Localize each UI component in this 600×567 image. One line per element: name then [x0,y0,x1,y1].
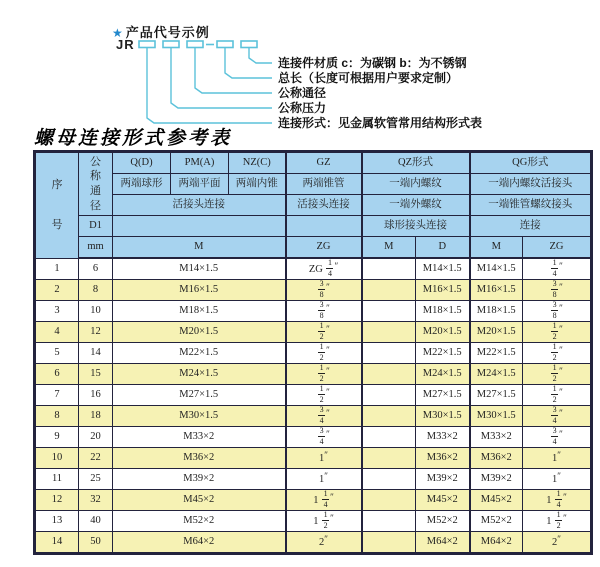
table-row [35,301,592,322]
inch-mark: ″ [559,302,563,313]
table-cell [523,385,592,406]
code-box-4 [217,41,233,48]
table-cell: 14 [79,343,113,364]
table-cell: 1 $\frac{1}{4}$ ″ [286,490,362,511]
table-cell: M24×1.5 [113,364,286,385]
header-end-gz: 两端锥管 [286,174,362,195]
table-row [35,385,592,406]
table-cell: 1″ [523,448,592,469]
table-cell: M22×1.5 [470,343,523,364]
table-cell: 13 [35,511,79,532]
inch-mark: ″ [326,365,330,376]
diagram-label-connection-form: 连接形式：见金属软管常用结构形式表 [278,116,483,130]
fraction: $\frac{1}{4}$ [552,258,557,278]
table-cell: M20×1.5 [470,322,523,343]
header-unit-zg: ZG [286,237,362,259]
table-cell: 1″ [523,469,592,490]
fraction: $\frac{3}{4}$ [319,405,324,425]
table-cell [362,469,416,490]
table-cell [362,280,416,301]
header-end-qd: 两端球形 [113,174,171,195]
table-cell: 1″ [286,448,362,469]
header-d1: D1 [79,216,113,237]
table-cell [286,427,362,448]
table-row [35,343,592,364]
table-cell: 50 [79,532,113,554]
header-empty-cell [286,216,362,237]
fraction: $\frac{1}{2}$ [556,510,561,530]
table-cell: M30×1.5 [470,406,523,427]
table-cell: 2″ [523,532,592,554]
inch-mark: ″ [557,471,561,482]
table-cell: 5 [35,343,79,364]
inch-mark: ″ [557,450,561,461]
header-unit-m: M [113,237,286,259]
table-cell [362,448,416,469]
table-cell [286,301,362,322]
table-cell: M39×2 [113,469,286,490]
header-unit-qg-m: M [470,237,523,259]
header-unit-qg-zg: ZG [523,237,592,259]
fraction: $\frac{1}{2}$ [552,321,557,341]
table-cell: M14×1.5 [470,258,523,280]
table-cell: 16 [79,385,113,406]
table-cell: 2 [35,280,79,301]
inch-mark: ″ [559,365,563,376]
fraction: $\frac{3}{8}$ [552,300,557,320]
table-row [35,364,592,385]
inch-mark: ″ [559,344,563,355]
table-cell: 2″ [286,532,362,554]
header-unit-qz-m: M [362,237,416,259]
code-box-1 [139,41,155,48]
table-cell: 9 [35,427,79,448]
header-seq: 序 号 [35,152,79,259]
table-row [35,469,592,490]
table-cell: 1 [35,258,79,280]
table-cell: ZG $\frac{1}{4}$ ″ [286,258,362,280]
fraction: $\frac{1}{2}$ [319,321,324,341]
table-row [35,406,592,427]
fraction: $\frac{1}{2}$ [319,384,324,404]
fraction: $\frac{1}{2}$ [552,342,557,362]
header-code-gz: GZ [286,152,362,174]
table-cell: M33×2 [470,427,523,448]
header-connection: 连接 [470,216,592,237]
table-cell [286,385,362,406]
table-cell: 10 [79,301,113,322]
table-cell: 8 [79,280,113,301]
table-cell: M64×2 [113,532,286,554]
inch-mark: ″ [326,428,330,439]
table-cell [362,490,416,511]
table-cell [362,385,416,406]
code-box-3 [187,41,203,48]
table-cell: 32 [79,490,113,511]
header-code-qg: QG形式 [470,152,592,174]
table-cell [362,322,416,343]
table-cell: M45×2 [416,490,470,511]
table-cell: 8 [35,406,79,427]
header-empty-cell [113,216,286,237]
table-cell [362,301,416,322]
table-cell [286,343,362,364]
fraction: $\frac{1}{4}$ [556,489,561,509]
table-cell [523,406,592,427]
header-row-units [35,237,592,259]
table-cell: M30×1.5 [113,406,286,427]
table-cell [286,364,362,385]
table-cell: M16×1.5 [416,280,470,301]
table-cell: M64×2 [416,532,470,554]
inch-mark: ″ [326,302,330,313]
header-code-qd: Q(D) [113,152,171,174]
table-cell [362,406,416,427]
table-cell: M36×2 [470,448,523,469]
table-cell: M30×1.5 [416,406,470,427]
inch-mark: ″ [559,323,563,334]
table-cell [523,301,592,322]
fraction: $\frac{3}{4}$ [552,405,557,425]
fraction: $\frac{3}{8}$ [319,300,324,320]
table-cell: 18 [79,406,113,427]
fraction: $\frac{1}{4}$ [327,258,332,278]
inch-mark: ″ [326,323,330,334]
table-row [35,448,592,469]
inch-mark: ″ [326,386,330,397]
table-cell: M45×2 [470,490,523,511]
star-icon: ★ [112,26,124,40]
diagram-label-nominal-diameter: 公称通径 [278,86,327,100]
table-cell: M33×2 [416,427,470,448]
table-cell: M27×1.5 [113,385,286,406]
header-end-qg: 一端内螺纹活接头 [470,174,592,195]
inch-mark: ″ [559,428,563,439]
table-cell [362,258,416,280]
code-box-2 [163,41,179,48]
table-cell: M14×1.5 [113,258,286,280]
table-cell: M20×1.5 [113,322,286,343]
table-cell: 11 [35,469,79,490]
table-cell [362,364,416,385]
product-code-prefix: JR [116,37,135,52]
table-row [35,532,592,554]
header-code-qz: QZ形式 [362,152,470,174]
diagram-label-total-length: 总长（长度可根据用户要求定制） [278,71,459,85]
leader-line-connection-form [147,47,272,123]
fraction: $\frac{3}{4}$ [319,426,324,446]
fraction: $\frac{1}{2}$ [319,363,324,383]
table-cell [523,343,592,364]
table-cell [362,511,416,532]
table-cell [362,532,416,554]
fraction: $\frac{3}{4}$ [552,426,557,446]
header-ball-joint-connection: 球形接头连接 [362,216,470,237]
header-end-pma: 两端平面 [171,174,229,195]
table-cell: M39×2 [470,469,523,490]
leader-line-material [249,47,272,63]
table-cell: M36×2 [113,448,286,469]
table-cell [286,406,362,427]
table-cell [286,280,362,301]
table-cell [362,343,416,364]
inch-mark: ″ [559,407,563,418]
inch-mark: ″ [557,534,561,545]
inch-mark: ″ [326,281,330,292]
table-cell [523,322,592,343]
table-cell: 1 $\frac{1}{2}$ ″ [286,511,362,532]
leader-line-nominal-diameter [195,47,272,93]
inch-mark: ″ [559,260,563,271]
table-cell [523,364,592,385]
table-cell [286,322,362,343]
table-cell: 1 $\frac{1}{2}$ ″ [523,511,592,532]
header-nominal-diameter: 公 称 通 径 [79,152,113,216]
table-cell: M20×1.5 [416,322,470,343]
table-cell: M18×1.5 [113,301,286,322]
inch-mark: ″ [563,512,567,523]
table-cell [523,280,592,301]
header-code-pma: PM(A) [171,152,229,174]
table-cell: M18×1.5 [416,301,470,322]
table-cell [523,258,592,280]
table-cell: 1 $\frac{1}{4}$ ″ [523,490,592,511]
table-cell: M52×2 [416,511,470,532]
diagram-label-material: 连接件材质 c：为碳钢 b：为不锈钢 [278,56,467,70]
header-taper-thread-qg: 一端锥管螺纹接头 [470,195,592,216]
table-cell: M18×1.5 [470,301,523,322]
table-cell: M24×1.5 [470,364,523,385]
table-cell: 20 [79,427,113,448]
header-union-connection-gz: 活接头连接 [286,195,362,216]
inch-mark: ″ [324,471,328,482]
diagram-title-text: 产品代号示例 [125,25,210,40]
table-cell: 6 [79,258,113,280]
fraction: $\frac{1}{2}$ [319,342,324,362]
table-cell: 25 [79,469,113,490]
fraction: $\frac{3}{8}$ [552,279,557,299]
inch-mark: ″ [330,512,334,523]
inch-mark: ″ [330,491,334,502]
fraction: $\frac{1}{4}$ [323,489,328,509]
table-cell: M24×1.5 [416,364,470,385]
table-cell: 15 [79,364,113,385]
inch-mark: ″ [324,450,328,461]
header-row-codes [35,152,592,174]
code-box-5 [241,41,257,48]
nut-connection-reference-table [33,150,593,555]
table-row [35,322,592,343]
table-cell: 1″ [286,469,362,490]
table-cell [523,427,592,448]
table-row [35,511,592,532]
table-cell [362,427,416,448]
table-body [35,258,592,554]
table-cell: 12 [79,322,113,343]
header-mm: mm [79,237,113,259]
inch-mark: ″ [334,260,339,271]
inch-mark: ″ [326,407,330,418]
header-end-nzc: 两端内锥 [229,174,286,195]
header-unit-qz-d: D [416,237,470,259]
table-cell: M16×1.5 [470,280,523,301]
fraction: $\frac{1}{2}$ [323,510,328,530]
table-row [35,280,592,301]
table-cell: 10 [35,448,79,469]
diagram-label-nominal-pressure: 公称压力 [278,101,327,115]
table-cell: 4 [35,322,79,343]
table-row [35,490,592,511]
header-row-connection [35,195,592,216]
inch-mark: ″ [559,386,563,397]
header-end-qz: 一端内螺纹 [362,174,470,195]
fraction: $\frac{1}{2}$ [552,363,557,383]
table-row [35,427,592,448]
table-title: 螺母连接形式参考表 [34,128,233,149]
table-cell: M27×1.5 [470,385,523,406]
table-cell: 22 [79,448,113,469]
table-cell: M22×1.5 [416,343,470,364]
table-cell: M22×1.5 [113,343,286,364]
table-cell: 7 [35,385,79,406]
table-cell: M52×2 [113,511,286,532]
header-external-thread-qz: 一端外螺纹 [362,195,470,216]
table-cell: 40 [79,511,113,532]
inch-mark: ″ [563,491,567,502]
table-row [35,258,592,280]
table-cell: 12 [35,490,79,511]
header-row-d1 [35,216,592,237]
table-cell: 6 [35,364,79,385]
table-cell: M64×2 [470,532,523,554]
table-cell: M39×2 [416,469,470,490]
table-cell: M52×2 [470,511,523,532]
table-cell: M36×2 [416,448,470,469]
table-cell: M16×1.5 [113,280,286,301]
inch-mark: ″ [324,534,328,545]
table-cell: 3 [35,301,79,322]
inch-mark: ″ [559,281,563,292]
header-union-connection: 活接头连接 [113,195,286,216]
header-code-nzc: NZ(C) [229,152,286,174]
fraction: $\frac{3}{8}$ [319,279,324,299]
table-cell: 14 [35,532,79,554]
table-cell: M27×1.5 [416,385,470,406]
table-cell: M45×2 [113,490,286,511]
header-row-end-types [35,174,592,195]
inch-mark: ″ [326,344,330,355]
table-cell: M14×1.5 [416,258,470,280]
table-cell: M33×2 [113,427,286,448]
fraction: $\frac{1}{2}$ [552,384,557,404]
